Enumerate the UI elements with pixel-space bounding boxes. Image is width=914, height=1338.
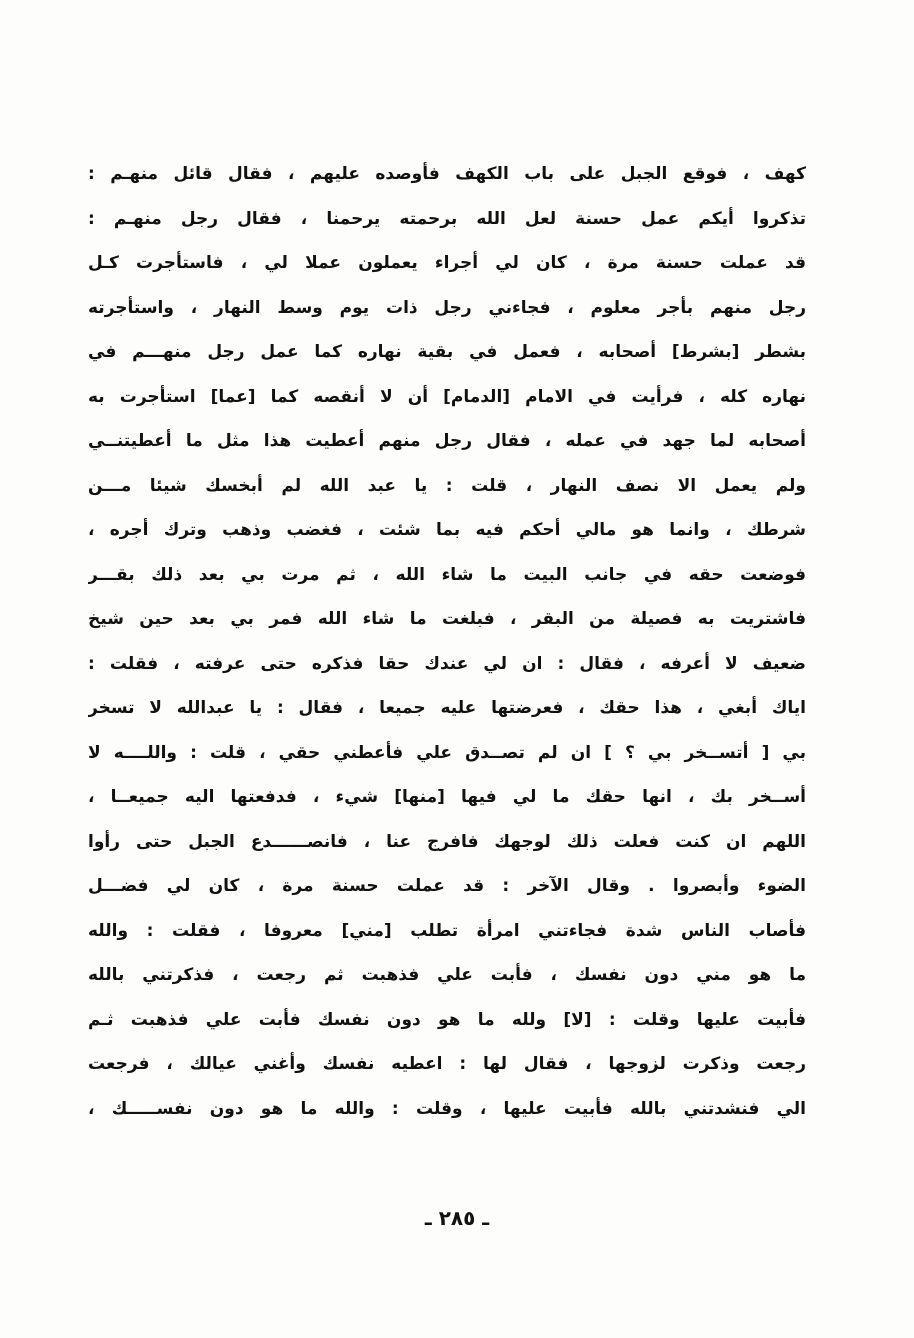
text-line: أصحابه لما جهد في عمله ، فقال رجل منهم أعطيت هذا مثل ما أعطيتنــي xyxy=(88,431,806,451)
text-line: اياك أبغي ، هذا حقك ، فعرضتها عليه جميعا ، فقال : يا عبدالله لا تسخر xyxy=(88,698,806,718)
text-line: فأبيت عليها وقلت : [لا] ولله ما هو دون نفسك فأبت علي فذهبت ثـم xyxy=(88,1009,806,1030)
text-line: نهاره كله ، فرأيت في الامام [الدمام] أن لا أنقصه كما [عما] استأجرت به xyxy=(88,386,806,407)
text-line: الي فنشدتني بالله فأبيت عليها ، وقلت : والله ما هو دون نفســـــك ، xyxy=(88,1098,806,1119)
text-line: اللهم ان كنت فعلت ذلك لوجهك فافرج عنا ، فانصــــــدع الجبل حتى رأوا xyxy=(88,831,806,852)
text-line: كهف ، فوقع الجبل على باب الكهف فأوصده عليهم ، فقال قائل منهـم : xyxy=(88,164,806,184)
text-line: فأصاب الناس شدة فجاءتني امرأة تطلب [مني] معروفا ، فقلت : والله xyxy=(88,920,806,941)
page-number: ـ ٢٨٥ ـ xyxy=(424,1206,490,1230)
body-text xyxy=(88,152,806,1131)
text-line: الضوء وأبصروا . وقال الآخر : قد عملت حسنة مرة ، كان لي فضـــل xyxy=(88,876,806,896)
text-line: رجل منهم بأجر معلوم ، فجاءني رجل ذات يوم وسط النهار ، واستأجرته xyxy=(88,297,806,318)
text-line: شرطك ، وانما هو مالي أحكم فيه بما شئت ، فغضب وذهب وترك أجره ، xyxy=(88,520,806,540)
text-line: بشطر [بشرط] أصحابه ، فعمل في بقية نهاره كما عمل رجل منهـــم في xyxy=(88,342,806,362)
text-line: أســخر بك ، انها حقك ما لي فيها [منها] شيء ، فدفعتها اليه جميعــا ، xyxy=(88,787,806,807)
text-line: ضعيف لا أعرفه ، فقال : ان لي عندك حقا فذكره حتى عرفته ، فقلت : xyxy=(88,653,806,674)
text-line: ولم يعمل الا نصف النهار ، قلت : يا عبد الله لم أبخسك شيئا مـــن xyxy=(88,475,806,496)
text-line: قد عملت حسنة مرة ، كان لي أجراء يعملون عملا لي ، فاستأجرت كـل xyxy=(88,253,806,273)
text-line: بي [ أتســخر بي ؟ ] ان لم تصــدق علي فأعطني حقي ، قلت : واللــــه لا xyxy=(88,742,806,763)
text-line: فوضعت حقه في جانب البيت ما شاء الله ، ثم مرت بي بعد ذلك بقـــر xyxy=(88,564,806,585)
text-line: تذكروا أيكم عمل حسنة لعل الله برحمته يرحمنا ، فقال رجل منهـم : xyxy=(88,208,806,229)
text-line: ما هو مني دون نفسك ، فأبت علي فذهبت ثم رجعت ، فذكرتني بالله xyxy=(88,965,806,985)
text-line: فاشتريت به فصيلة من البقر ، فبلغت ما شاء الله فمر بي بعد حين شيخ xyxy=(88,609,806,629)
text-line: رجعت وذكرت لزوجها ، فقال لها : اعطيه نفسك وأغني عيالك ، فرجعت xyxy=(88,1054,806,1074)
